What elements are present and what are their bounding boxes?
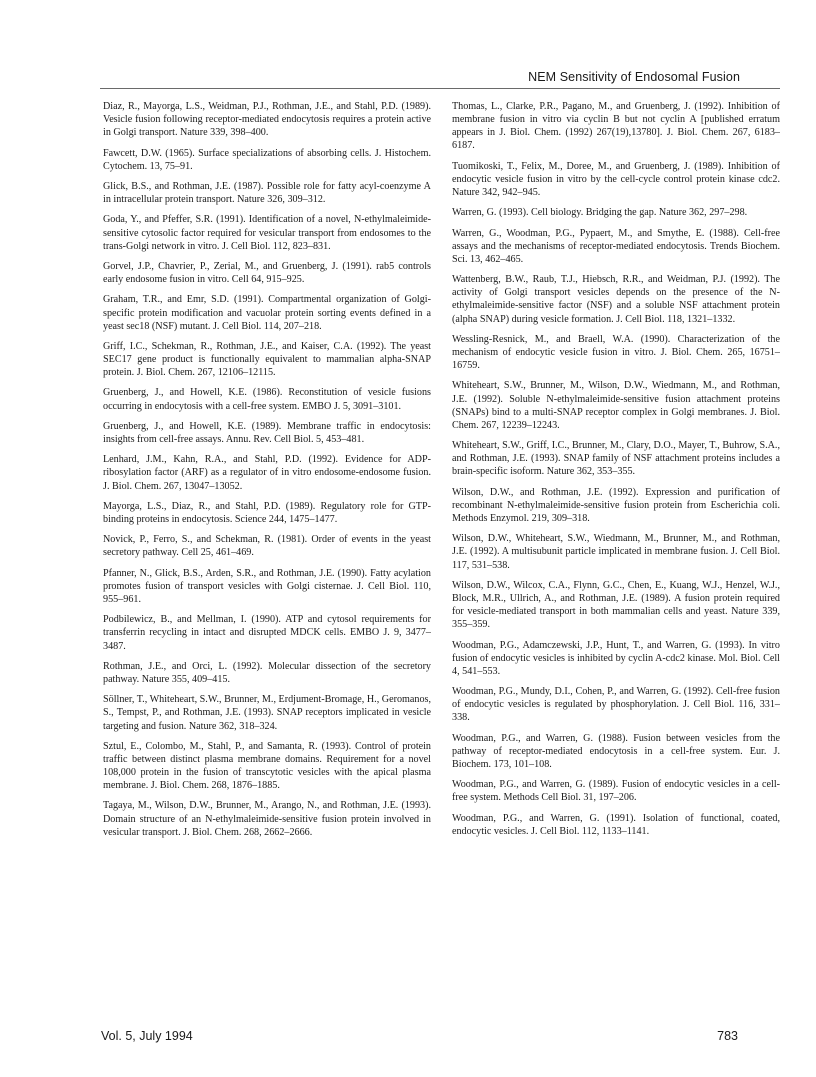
reference: Gruenberg, J., and Howell, K.E. (1986). Reconstitution of vesicle fusions occurring in endocytosis with a cell-free system. EMBO J. 5, 3091–3101. [103,387,431,412]
reference: Sztul, E., Colombo, M., Stahl, P., and Samanta, R. (1993). Control of protein traffic between distinct plasma membrane domains. Requirement for a novel 108,000 protein in the fusion of transcytotic vesicles with the apical plasma membrane. J. Biol. Chem. 268, 1876–1885. [103,740,431,792]
reference: Graham, T.R., and Emr, S.D. (1991). Compartmental organization of Golgi-specific protein modification and vacuolar protein sorting events defined in a yeast sec18 (NSF) mutant. J. Cell Biol. 114, 207–218. [103,294,431,332]
journal-issue: Vol. 5, July 1994 [101,1029,193,1043]
reference: Söllner, T., Whiteheart, S.W., Brunner, M., Erdjument-Bromage, H., Geromanos, S., Tempst, P., and Rothman, J.E. (1993). SNAP receptors implicated in vesicle targeting and fusion. Nature 362, 318–324. [103,694,431,732]
reference: Griff, I.C., Schekman, R., Rothman, J.E., and Kaiser, C.A. (1992). The yeast SEC17 gene product is functionally equivalent to mammalian alpha-SNAP protein. J. Biol. Chem. 267, 12106–12115. [103,340,431,379]
reference: Woodman, P.G., and Warren, G. (1989). Fusion of endocytic vesicles in a cell-free system. Methods Cell Biol. 31, 197–206. [452,779,780,804]
references-left-column [103,100,431,846]
reference: Rothman, J.E., and Orci, L. (1992). Molecular dissection of the secretory pathway. Nature 355, 409–415. [103,660,431,685]
reference: Woodman, P.G., Adamczewski, J.P., Hunt, T., and Warren, G. (1993). In vitro fusion of endocytic vesicles is inhibited by cyclin A-cdc2 kinase. Mol. Biol. Cell 4, 541–553. [452,639,780,677]
reference: Warren, G., Woodman, P.G., Pypaert, M., and Smythe, E. (1988). Cell-free assays and the mechanisms of receptor-mediated endocytosis. Trends Biochem. Sci. 13, 462–465. [452,227,780,265]
reference: Woodman, P.G., Mundy, D.I., Cohen, P., and Warren, G. (1992). Cell-free fusion of endocytic vesicles is regulated by phosphorylation. J. Cell Biol. 116, 331–338. [452,686,780,724]
reference: Warren, G. (1993). Cell biology. Bridging the gap. Nature 362, 297–298. [452,207,748,219]
reference: Tagaya, M., Wilson, D.W., Brunner, M., Arango, N., and Rothman, J.E. (1993). Domain structure of an N-ethylmaleimide-sensitive fusion protein involved in vesicular transport. J. Biol. Chem. 268, 2662–2666. [103,800,431,838]
reference: Wessling-Resnick, M., and Braell, W.A. (1990). Characterization of the mechanism of endocytic vesicle fusion in vitro. J. Biol. Chem. 265, 16751–16759. [452,333,780,372]
reference: Wilson, D.W., Wilcox, C.A., Flynn, G.C., Chen, E., Kuang, W.J., Henzel, W.J., Block, M.R., Ullrich, A., and Rothman, J.E. (1989). A fusion protein required for vesicle-mediated transport in both mammalian cells and yeast. Nature 339, 355–359. [452,579,780,631]
reference: Novick, P., Ferro, S., and Schekman, R. (1981). Order of events in the yeast secretory pathway. Cell 25, 461–469. [103,534,431,559]
reference: Tuomikoski, T., Felix, M., Doree, M., and Gruenberg, J. (1989). Inhibition of endocytic vesicle fusion in vitro by the cell-cycle control protein kinase cdc2. Nature 342, 942–945. [452,160,780,199]
reference: Woodman, P.G., and Warren, G. (1988). Fusion between vesicles from the pathway of receptor-mediated endocytosis in a cell-free system. Eur. J. Biochem. 173, 101–108. [452,732,780,770]
page-number: 783 [717,1029,738,1043]
reference: Wilson, D.W., Whiteheart, S.W., Wiedmann, M., Brunner, M., and Rothman, J.E. (1992). A multisubunit particle implicated in membrane fusion. J. Cell Biol. 117, 531–538. [452,533,780,571]
reference: Goda, Y., and Pfeffer, S.R. (1991). Identification of a novel, N-ethylmaleimide-sensitive cytosolic factor required for vesicular transport from endosomes to the trans-Golgi network in vitro. J. Cell Biol. 112, 823–831. [103,214,431,252]
header-rule [100,88,780,89]
references-right-column [452,100,780,845]
reference: Whiteheart, S.W., Griff, I.C., Brunner, M., Clary, D.O., Mayer, T., Buhrow, S.A., and Rothman, J.E. (1993). SNAP family of NSF attachment proteins includes a brain-specific isoform. Nature 362, 353–355. [452,440,780,478]
reference: Diaz, R., Mayorga, L.S., Weidman, P.J., Rothman, J.E., and Stahl, P.D. (1989). Vesicle fusion following receptor-mediated endocytosis requires a protein active in Golgi transport. Nature 339, 398–400. [103,101,431,139]
reference: Podbilewicz, B., and Mellman, I. (1990). ATP and cytosol requirements for transferrin recycling in intact and disrupted MDCK cells. EMBO J. 9, 3477–3487. [103,614,431,652]
reference: Mayorga, L.S., Diaz, R., and Stahl, P.D. (1989). Regulatory role for GTP-binding proteins in endocytosis. Science 244, 1475–1477. [103,500,431,525]
reference: Glick, B.S., and Rothman, J.E. (1987). Possible role for fatty acyl-coenzyme A in intracellular protein transport. Nature 326, 309–312. [103,180,431,206]
reference: Whiteheart, S.W., Brunner, M., Wilson, D.W., Wiedmann, M., and Rothman, J.E. (1992). Soluble N-ethylmaleimide-sensitive fusion attachment proteins (SNAPs) bind to a multi-SNAP receptor complex in Golgi membranes. J. Biol. Chem. 267, 12239–12243. [452,380,780,431]
running-title: NEM Sensitivity of Endosomal Fusion [528,70,740,84]
reference: Gruenberg, J., and Howell, K.E. (1989). Membrane traffic in endocytosis: insights from cell-free assays. Annu. Rev. Cell Biol. 5, 453–481. [103,420,431,446]
reference: Woodman, P.G., and Warren, G. (1991). Isolation of functional, coated, endocytic vesicles. J. Cell Biol. 112, 1133–1141. [452,812,780,837]
reference: Pfanner, N., Glick, B.S., Arden, S.R., and Rothman, J.E. (1990). Fatty acylation promotes fusion of transport vesicles with Golgi cisternae. J. Cell Biol. 110, 955–961. [103,567,431,605]
reference: Lenhard, J.M., Kahn, R.A., and Stahl, P.D. (1992). Evidence for ADP-ribosylation factor (ARF) as a regulator of in vitro endosome-endosome fusion. J. Biol. Chem. 267, 13047–13052. [103,454,431,492]
reference: Wilson, D.W., and Rothman, J.E. (1992). Expression and purification of recombinant N-ethylmaleimide-sensitive fusion protein from Escherichia coli. Methods Enzymol. 219, 309–318. [452,486,780,524]
reference: Fawcett, D.W. (1965). Surface specializations of absorbing cells. J. Histochem. Cytochem. 13, 75–91. [103,147,431,172]
reference: Wattenberg, B.W., Raub, T.J., Hiebsch, R.R., and Weidman, P.J. (1992). The activity of Golgi transport vesicles depends on the presence of the N-ethylmaleimide-sensitive factor (NSF) and a soluble NSF attachment protein (alpha SNAP) during vesicle formation. J. Cell Biol. 118, 1321–1332. [452,274,780,325]
reference: Gorvel, J.P., Chavrier, P., Zerial, M., and Gruenberg, J. (1991). rab5 controls early endosome fusion in vitro. Cell 64, 915–925. [103,260,431,286]
reference: Thomas, L., Clarke, P.R., Pagano, M., and Gruenberg, J. (1992). Inhibition of membrane fusion in vitro via cyclin B but not cyclin A [published erratum appears in J. Biol. Chem. (1992) 267(19),13780]. J. Biol. Chem. 267, 6183–6187. [452,101,780,152]
